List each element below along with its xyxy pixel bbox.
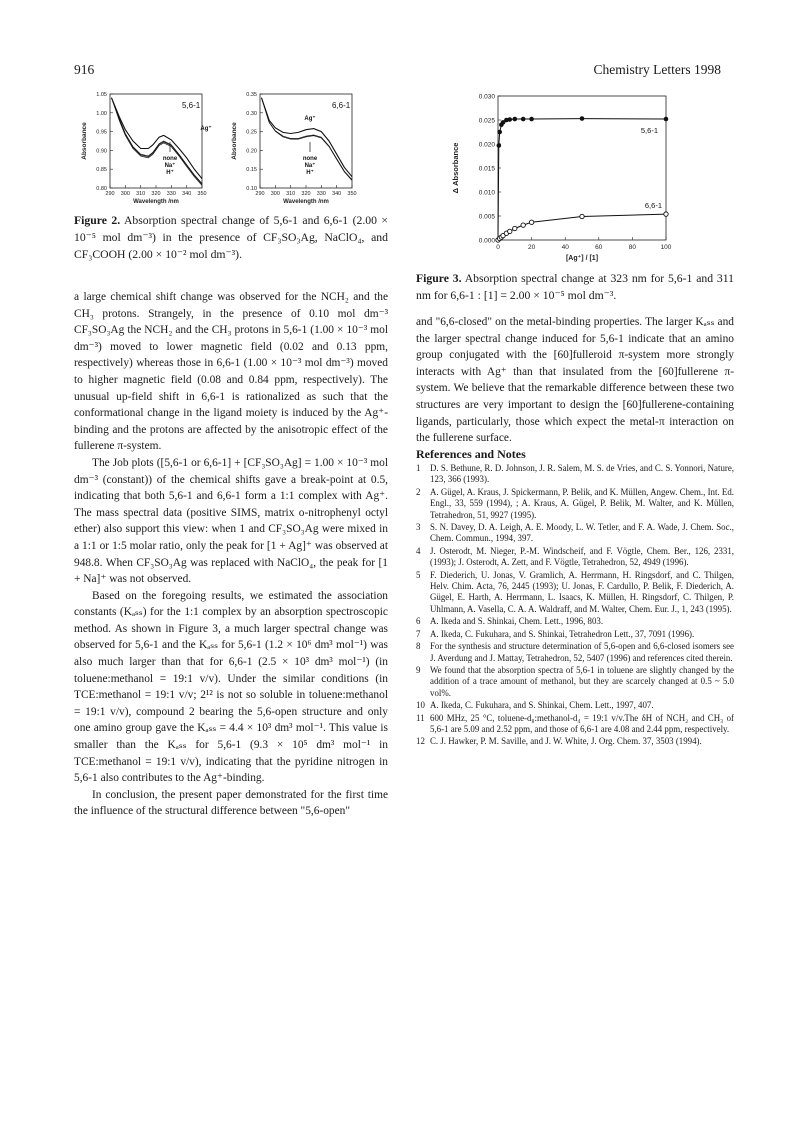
figure-3-caption [416, 270, 734, 304]
annotation-label: Na⁺ [164, 163, 176, 169]
body-paragraph: a large chemical shift change was observed for the NCH₂ and the CH₃ protons. Strangely, in the presence of 0.10 mol dm⁻³ CF₃SO₃Ag the NCH₂ and the CH₃ protons in 5,6-1 (1.00 × 10⁻³ mol dm⁻³) moved to lower magnetic field (0.02 and 0.13 ppm, respectively) whereas those in 6,6-1 (1.00 × 10⁻³ mol dm⁻³) moved to higher magnetic field (0.08 and 0.84 ppm, respectively). The unusual up-field shift in 6,6-1 is rationalized as such that the conformational change in the ligand moiety is induced by the Ag⁺-binding and the protons are affected by the anisotropic effect of the fullerene π-system. [74, 291, 388, 453]
figure-2-text: Absorption spectral change of 5,6-1 and 6,6-1 (2.00 × 10⁻⁵ mol dm⁻³) in the presence of CF₃SO₃Ag, NaClO₄, and CF₃COOH (2.00 × 10⁻² mol dm⁻³). [74, 214, 388, 261]
reference-item [416, 629, 734, 640]
reference-item [416, 713, 734, 736]
data-point-6-6 [529, 220, 533, 224]
reference-number: 9 [416, 664, 421, 675]
x-tick-label: 80 [628, 244, 637, 251]
x-tick-label: 350 [197, 191, 207, 197]
x-tick-label: 320 [151, 191, 161, 197]
reference-text: A. Gügel, A. Kraus, J. Spickermann, P. Belik, and K. Müllen, Angew. Chem., Int. Ed. Engl., 33, 559 (1994), ; A. Kraus, A. Gügel, P. Belik, M. Walter, and K. Müllen, Tetrahedron, 51, 9927 (1995). [430, 486, 734, 520]
series-label-5-6: 5,6-1 [640, 126, 658, 136]
reference-item [416, 700, 734, 711]
x-tick-label: 100 [660, 244, 672, 251]
y-tick-label: 0.025 [478, 117, 495, 125]
reference-text: A. Ikeda, C. Fukuhara, and S. Shinkai, Tetrahedron Lett., 37, 7091 (1996). [430, 628, 695, 639]
data-point-6-6 [513, 226, 517, 230]
data-point-6-6 [664, 212, 668, 216]
annotation-label: H⁺ [306, 170, 314, 176]
x-tick-label: 290 [255, 191, 265, 197]
journal-name: Chemistry Letters 1998 [593, 62, 721, 77]
figure-3-text: Absorption spectral change at 323 nm for 5,6-1 and 311 nm for 6,6-1 : [1] = 2.00 × 10⁻⁵ mol dm⁻³. [416, 272, 735, 302]
annotation-label: none [302, 156, 318, 162]
page-number: 916 [74, 62, 95, 77]
y-tick-label: 0.80 [96, 186, 107, 192]
x-tick-label: 320 [301, 191, 311, 197]
y-tick-label: 0.90 [96, 148, 107, 155]
y-tick-label: 0.20 [246, 148, 257, 155]
reference-text: For the synthesis and structure determination of 5,6-open and 6,6-closed isomers see J. Averdung and J. Mattay, Tetrahedron, 52, 5407 (1996) and references cited therein. [430, 641, 734, 663]
reference-number: 3 [416, 522, 421, 533]
data-point-6-6 [580, 214, 584, 218]
reference-text: A. Ikeda and S. Shinkai, Chem. Lett., 1996, 803. [430, 616, 604, 627]
x-tick-label: 340 [182, 191, 192, 197]
reference-number: 10 [416, 700, 425, 711]
x-axis-label: [Ag⁺] / [1] [565, 255, 599, 262]
body-paragraph: Based on the foregoing results, we estimated the association constants (Kₐₛₛ) for the 1:1 complex by an absorption spectroscopic method. As shown in Figure 3, a much larger spectral change was observed for 5,6-1 and the Kₐₛₛ for 5,6-1 (1.2 × 10⁶ dm³ mol⁻¹) was also much larger than that for 6,6-1 (2.5 × 10³ dm³ mol⁻¹) (in toluene:methanol = 19:1 v/v). Under the similar conditions (in TCE:methanol = 19:1 v/v; 2¹² is not so soluble in toluene:methanol = 19:1 v/v), compound 2 bearing the 5,6-open structure and only one amino group gave the Kₐₛₛ = 4.4 × 10³ dm³ mol⁻¹. This value is smaller than the Kₐₛₛ for 5,6-1 (9.3 × 10⁵ dm³ mol⁻¹ in TCE:methanol = 19:1 v/v), indicating that the pyridine nitrogen in 5,6-1 also contributes to the Ag⁺-binding. [74, 589, 388, 785]
reference-text: A. Ikeda, C. Fukuhara, and S. Shinkai, Chem. Lett., 1997, 407. [430, 700, 654, 711]
body-paragraph: and "6,6-closed" on the metal-binding properties. The larger Kₐₛₛ and the larger spectral change induced for 5,6-1 indicate that an amino group conjugated with the [60]fulleroid π-system more strongly interacts with Ag⁺ than that insulated from the [60]fullerene π-system. We believe that the remarkable difference between these two structures are very important to design the [60]fullerene-containing ligands, particularly, those which expect the metal-π interaction on the fullerene surface. [416, 316, 734, 445]
reference-text: S. N. Davey, D. A. Leigh, A. E. Moody, L. W. Tetler, and F. A. Wade, J. Chem. Soc., Chem. Commun., 1994, 397. [430, 522, 734, 544]
panel-label: 5,6-1 [182, 101, 201, 110]
reference-text: 600 MHz, 25 °C, toluene-d₈:methanol-d₄ = 19:1 v/v.The δH of NCH₂ and CH₃ of 5,6-1 are 5.09 and 2.52 ppm, and those of 6,6-1 are 4.08 and 2.44 ppm, respectively. [430, 712, 734, 734]
annotation-label: Ag⁺ [304, 116, 316, 122]
y-axis-label: Absorbance [231, 122, 238, 160]
references-title: References and Notes [416, 447, 526, 461]
reference-text: D. S. Bethune, R. D. Johnson, J. R. Salem, M. S. de Vries, and C. S. Yonnori, Nature, 123, 366 (1993). [430, 463, 734, 485]
y-tick-label: 0.30 [246, 110, 257, 117]
reference-number: 1 [416, 463, 421, 473]
y-tick-label: 0.35 [246, 92, 257, 98]
y-tick-label: 0.005 [478, 213, 495, 221]
y-tick-label: 0.010 [478, 189, 495, 197]
x-tick-label: 60 [595, 244, 603, 251]
y-axis-label: Absorbance [81, 122, 88, 160]
x-axis-label: Wavelength /nm [133, 199, 179, 205]
body-paragraph: The Job plots ([5,6-1 or 6,6-1] + [CF₃SO₃Ag] = 1.00 × 10⁻³ mol dm⁻³ (constant)) of the chemical shifts gave a break-point at 0.5, indicating that both 5,6-1 and 6,6-1 form a 1:1 complex with Ag⁺. The mass spectral data (positive SIMS, matrix o-nitrophenyl octyl ether) also support this view: when 1 and CF₃SO₃Ag were mixed in a 1:1 or 1:5 molar ratio, only the peak for [1 + Ag]⁺ was observed at 948.8. When CF₃SO₃Ag was replaced with NaClO₄, the peak for [1 + Na]⁺ was not observed. [74, 456, 388, 586]
reference-item [416, 546, 734, 569]
data-point-5-6 [529, 117, 534, 122]
reference-number: 12 [416, 736, 425, 747]
reference-item [416, 463, 734, 486]
data-point-6-6 [521, 223, 525, 227]
figure-2-caption [74, 212, 388, 263]
reference-item [416, 522, 734, 545]
reference-item [416, 487, 734, 521]
x-tick-label: 330 [316, 191, 326, 197]
reference-item [416, 570, 734, 616]
y-tick-label: 0.25 [246, 129, 257, 136]
x-tick-label: 330 [166, 191, 176, 197]
reference-item [416, 665, 734, 699]
spectrum-line-na [112, 98, 203, 184]
series-line-5-6 [498, 119, 666, 240]
figure-2 [74, 90, 357, 210]
reference-item [416, 616, 734, 627]
reference-number: 2 [416, 486, 421, 497]
annotation-label: H⁺ [166, 170, 174, 176]
reference-item [416, 736, 734, 747]
y-tick-label: 0.15 [246, 167, 257, 174]
figure-2-label: Figure 2. [74, 214, 121, 227]
data-point-5-6 [664, 117, 669, 122]
reference-item [416, 641, 734, 664]
data-point-5-6 [507, 117, 512, 122]
figure-2-plots [74, 90, 357, 210]
y-tick-label: 0.020 [478, 141, 495, 149]
x-tick-label: 310 [136, 191, 146, 197]
x-tick-label: 340 [332, 191, 342, 197]
reference-number: 8 [416, 641, 421, 652]
left-column [74, 289, 388, 820]
x-tick-label: 0 [496, 244, 500, 251]
figure-3-plot [440, 90, 690, 262]
y-tick-label: 1.05 [96, 92, 107, 98]
references-list [416, 463, 734, 749]
reference-number: 6 [416, 616, 421, 627]
reference-number: 11 [416, 712, 425, 723]
x-tick-label: 310 [286, 191, 296, 197]
y-tick-label: 0.030 [478, 93, 495, 101]
data-point-5-6 [513, 117, 518, 122]
y-tick-label: 0.015 [478, 165, 495, 173]
panel-label: 6,6-1 [332, 101, 351, 110]
x-axis-label: Wavelength /nm [283, 199, 329, 205]
y-tick-label: 0.85 [96, 167, 107, 174]
y-axis-label: Δ Absorbance [451, 142, 460, 194]
reference-number: 5 [416, 569, 421, 580]
data-point-5-6 [521, 117, 526, 122]
data-point-5-6 [497, 143, 502, 148]
x-tick-label: 20 [527, 244, 536, 251]
x-tick-label: 290 [105, 191, 115, 197]
annotation-label: Ag⁺ [200, 126, 212, 132]
data-point-6-6 [508, 229, 512, 233]
series-label-6-6: 6,6-1 [644, 201, 662, 211]
data-point-5-6 [497, 130, 502, 135]
reference-number: 4 [416, 545, 421, 556]
x-tick-label: 300 [120, 191, 130, 197]
figure-3 [440, 90, 690, 262]
data-point-5-6 [580, 116, 585, 121]
reference-text: We found that the absorption spectra of 5,6-1 in toluene are slightly changed by the addition of a trace amount of methanol, but they are scarcely changed at 0.5 ~ 5.0 vol%. [430, 664, 734, 698]
x-tick-label: 350 [347, 191, 357, 197]
x-tick-label: 300 [270, 191, 280, 197]
y-tick-label: 0.000 [478, 237, 495, 245]
reference-text: C. J. Hawker, P. M. Saville, and J. W. White, J. Org. Chem. 37, 3503 (1994). [430, 736, 702, 747]
annotation-label: none [162, 156, 178, 162]
spectrum-line-h [112, 98, 203, 186]
right-column [416, 314, 734, 447]
y-tick-label: 1.00 [96, 110, 107, 117]
reference-text: F. Diederich, U. Jonas, V. Gramlich, A. Herrmann, H. Ringsdorf, and C. Thilgen, Helv. Chim. Acta, 76, 2445 (1993); U. Jonas, F. Cardullo, P. Belik, F. Diederich, A. Gügel, E. Harth, A. Herrmann, L. Isaacs, K. Müllen, H. Ringsdorf, C. Thilgen, P. Uhlmann, A. Vasella, C. A. A. Waldraff, and M. Walter, Chem. Eur. J., 1, 243 (1995). [430, 569, 734, 614]
figure-3-label: Figure 3. [416, 272, 462, 285]
x-tick-label: 40 [561, 244, 569, 251]
y-tick-label: 0.95 [96, 129, 107, 136]
body-paragraph: In conclusion, the present paper demonstrated for the first time the influence of the structural difference between "5,6-open" [74, 788, 388, 818]
reference-text: J. Osterodt, M. Nieger, P.-M. Windscheif, and F. Vögtle, Chem. Ber., 126, 2331, (1993); J. Osterodt, A. Zett, and F. Vögtle, Tetrahedron, 52, 4949 (1996). [430, 545, 734, 568]
reference-number: 7 [416, 628, 421, 639]
annotation-label: Na⁺ [304, 163, 316, 169]
y-tick-label: 0.10 [246, 186, 257, 192]
